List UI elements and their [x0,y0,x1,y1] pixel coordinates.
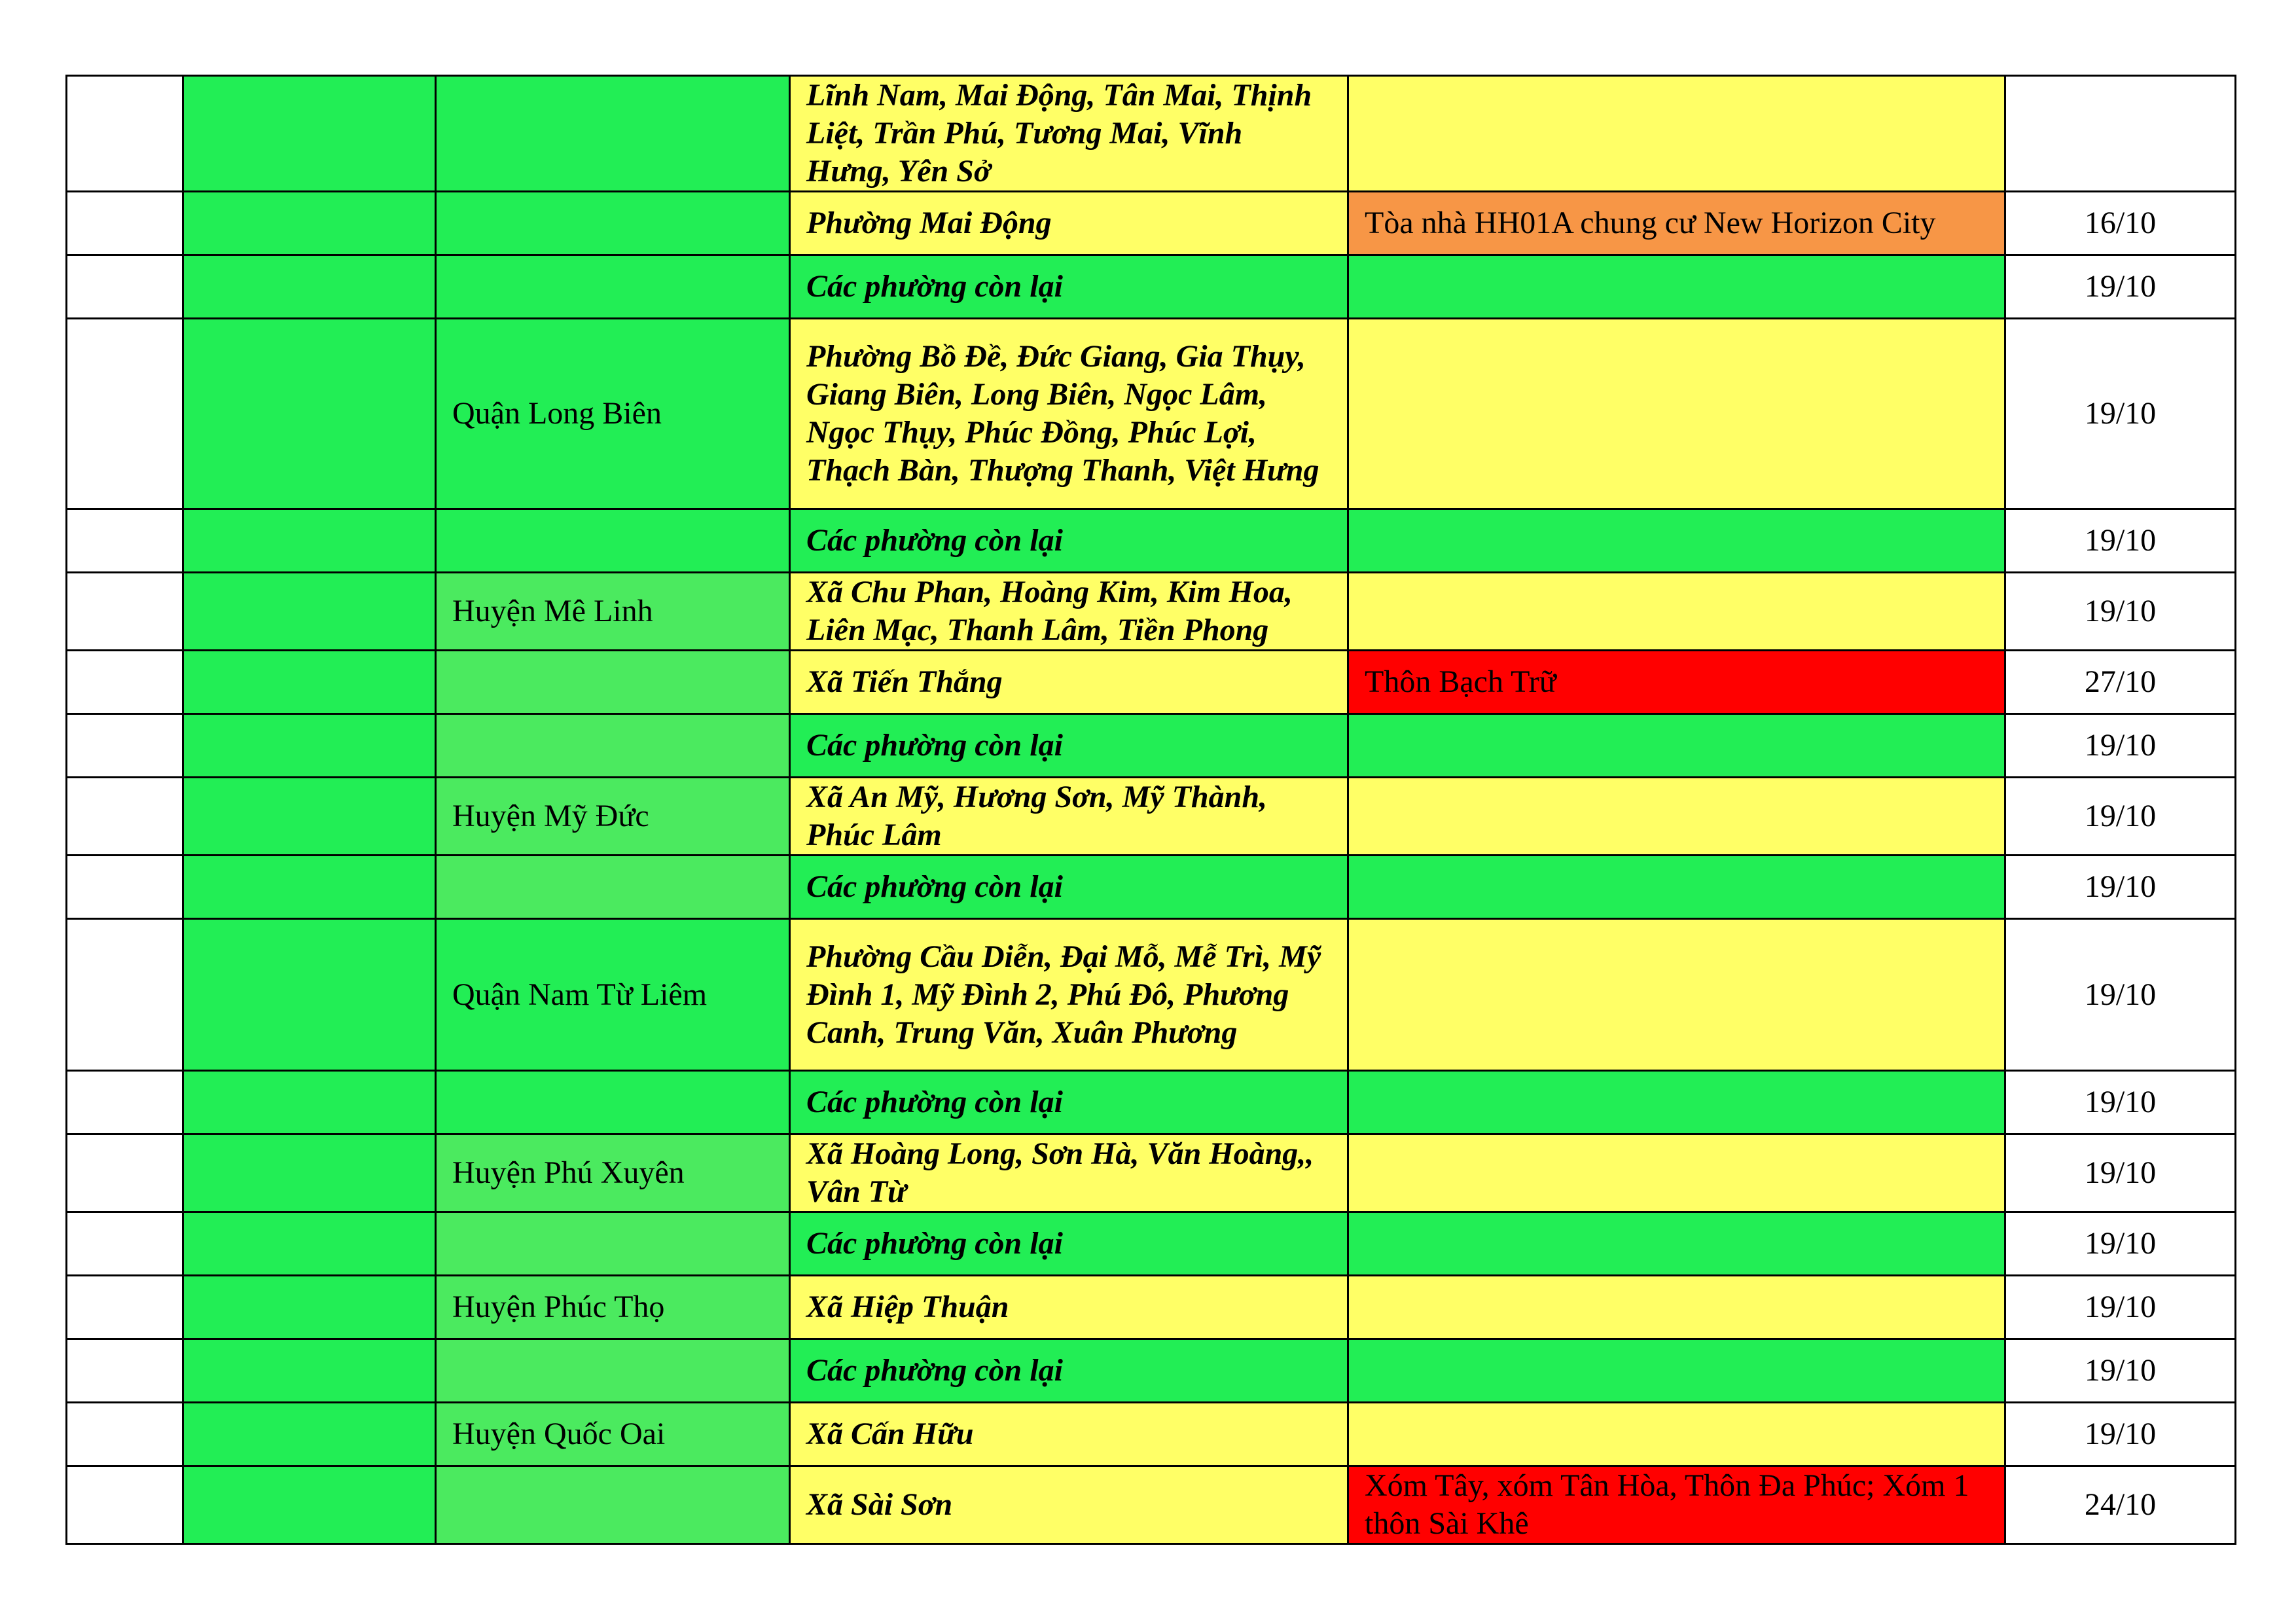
index-cell [67,856,183,919]
location-cell [1348,573,2005,651]
restriction-table [65,75,2236,1545]
district-cell [436,76,790,192]
province-cell [183,856,436,919]
date-cell: 19/10 [2005,714,2236,778]
table-row [67,919,2236,1071]
area-cell: Phường Mai Động [790,192,1348,255]
area-cell: Xã An Mỹ, Hương Sơn, Mỹ Thành, Phúc Lâm [790,778,1348,856]
index-cell [67,1276,183,1339]
table-row [67,573,2236,651]
province-cell [183,319,436,509]
district-cell: Quận Long Biên [436,319,790,509]
table-row [67,714,2236,778]
table-row [67,509,2236,573]
district-cell [436,1466,790,1544]
area-cell: Các phường còn lại [790,856,1348,919]
index-cell [67,778,183,856]
area-cell: Xã Cấn Hữu [790,1403,1348,1466]
table-row [67,1276,2236,1339]
date-cell: 19/10 [2005,1134,2236,1212]
index-cell [67,573,183,651]
area-cell: Các phường còn lại [790,255,1348,319]
table-row [67,192,2236,255]
location-cell [1348,1134,2005,1212]
table-row [67,76,2236,192]
index-cell [67,319,183,509]
location-cell [1348,1071,2005,1134]
index-cell [67,255,183,319]
index-cell [67,1403,183,1466]
date-cell: 19/10 [2005,255,2236,319]
index-cell [67,192,183,255]
district-cell [436,509,790,573]
province-cell [183,76,436,192]
district-cell: Huyện Mê Linh [436,573,790,651]
province-cell [183,714,436,778]
province-cell [183,1339,436,1403]
date-cell: 19/10 [2005,1212,2236,1276]
date-cell: 19/10 [2005,573,2236,651]
location-cell [1348,714,2005,778]
location-cell [1348,319,2005,509]
area-cell: Các phường còn lại [790,509,1348,573]
province-cell [183,509,436,573]
province-cell [183,778,436,856]
location-cell: Xóm Tây, xóm Tân Hòa, Thôn Đa Phúc; Xóm 1 thôn Sài Khê [1348,1466,2005,1544]
province-cell [183,1212,436,1276]
date-cell: 19/10 [2005,1339,2236,1403]
index-cell [67,919,183,1071]
index-cell [67,1134,183,1212]
area-cell: Phường Cầu Diễn, Đại Mỗ, Mễ Trì, Mỹ Đình 1, Mỹ Đình 2, Phú Đô, Phương Canh, Trung Văn, Xuân Phương [790,919,1348,1071]
table-row [67,1403,2236,1466]
district-cell: Huyện Mỹ Đức [436,778,790,856]
table-row [67,778,2236,856]
index-cell [67,1071,183,1134]
province-cell [183,1071,436,1134]
province-cell [183,1134,436,1212]
index-cell [67,1339,183,1403]
location-cell [1348,856,2005,919]
location-cell [1348,1403,2005,1466]
district-cell [436,1071,790,1134]
location-cell [1348,919,2005,1071]
table-row [67,856,2236,919]
index-cell [67,714,183,778]
area-cell: Các phường còn lại [790,714,1348,778]
index-cell [67,509,183,573]
area-cell: Các phường còn lại [790,1212,1348,1276]
date-cell: 19/10 [2005,319,2236,509]
location-cell: Tòa nhà HH01A chung cư New Horizon City [1348,192,2005,255]
table-row [67,1134,2236,1212]
location-cell [1348,1276,2005,1339]
area-cell: Xã Hoàng Long, Sơn Hà, Văn Hoàng,, Vân Từ [790,1134,1348,1212]
district-cell: Quận Nam Từ Liêm [436,919,790,1071]
table-row [67,651,2236,714]
area-cell: Xã Sài Sơn [790,1466,1348,1544]
area-cell: Xã Tiến Thắng [790,651,1348,714]
table-body [67,76,2236,1544]
district-cell [436,192,790,255]
province-cell [183,1403,436,1466]
table-row [67,1071,2236,1134]
location-cell [1348,255,2005,319]
location-cell [1348,778,2005,856]
area-cell: Xã Hiệp Thuận [790,1276,1348,1339]
date-cell: 16/10 [2005,192,2236,255]
district-cell [436,255,790,319]
location-cell [1348,1339,2005,1403]
district-cell [436,856,790,919]
province-cell [183,651,436,714]
date-cell [2005,76,2236,192]
location-cell [1348,509,2005,573]
province-cell [183,192,436,255]
date-cell: 19/10 [2005,919,2236,1071]
province-cell [183,255,436,319]
district-cell: Huyện Phúc Thọ [436,1276,790,1339]
date-cell: 19/10 [2005,1403,2236,1466]
date-cell: 19/10 [2005,856,2236,919]
area-cell: Phường Bồ Đề, Đức Giang, Gia Thụy, Giang Biên, Long Biên, Ngọc Lâm, Ngọc Thụy, Phúc Đồng, Phúc Lợi, Thạch Bàn, Thượng Thanh, Việt Hưng [790,319,1348,509]
date-cell: 24/10 [2005,1466,2236,1544]
province-cell [183,919,436,1071]
table-row [67,319,2236,509]
district-cell: Huyện Quốc Oai [436,1403,790,1466]
table-row [67,1339,2236,1403]
district-cell: Huyện Phú Xuyên [436,1134,790,1212]
index-cell [67,76,183,192]
province-cell [183,573,436,651]
area-cell: Lĩnh Nam, Mai Động, Tân Mai, Thịnh Liệt, Trần Phú, Tương Mai, Vĩnh Hưng, Yên Sở [790,76,1348,192]
date-cell: 19/10 [2005,509,2236,573]
area-cell: Các phường còn lại [790,1071,1348,1134]
location-cell: Thôn Bạch Trữ [1348,651,2005,714]
district-cell [436,651,790,714]
index-cell [67,1466,183,1544]
date-cell: 27/10 [2005,651,2236,714]
province-cell [183,1466,436,1544]
date-cell: 19/10 [2005,1276,2236,1339]
location-cell [1348,76,2005,192]
area-cell: Xã Chu Phan, Hoàng Kim, Kim Hoa, Liên Mạc, Thanh Lâm, Tiền Phong [790,573,1348,651]
table-row [67,1212,2236,1276]
district-cell [436,714,790,778]
area-cell: Các phường còn lại [790,1339,1348,1403]
date-cell: 19/10 [2005,778,2236,856]
district-cell [436,1339,790,1403]
location-cell [1348,1212,2005,1276]
province-cell [183,1276,436,1339]
table-row [67,255,2236,319]
table-row [67,1466,2236,1544]
index-cell [67,651,183,714]
index-cell [67,1212,183,1276]
district-cell [436,1212,790,1276]
date-cell: 19/10 [2005,1071,2236,1134]
